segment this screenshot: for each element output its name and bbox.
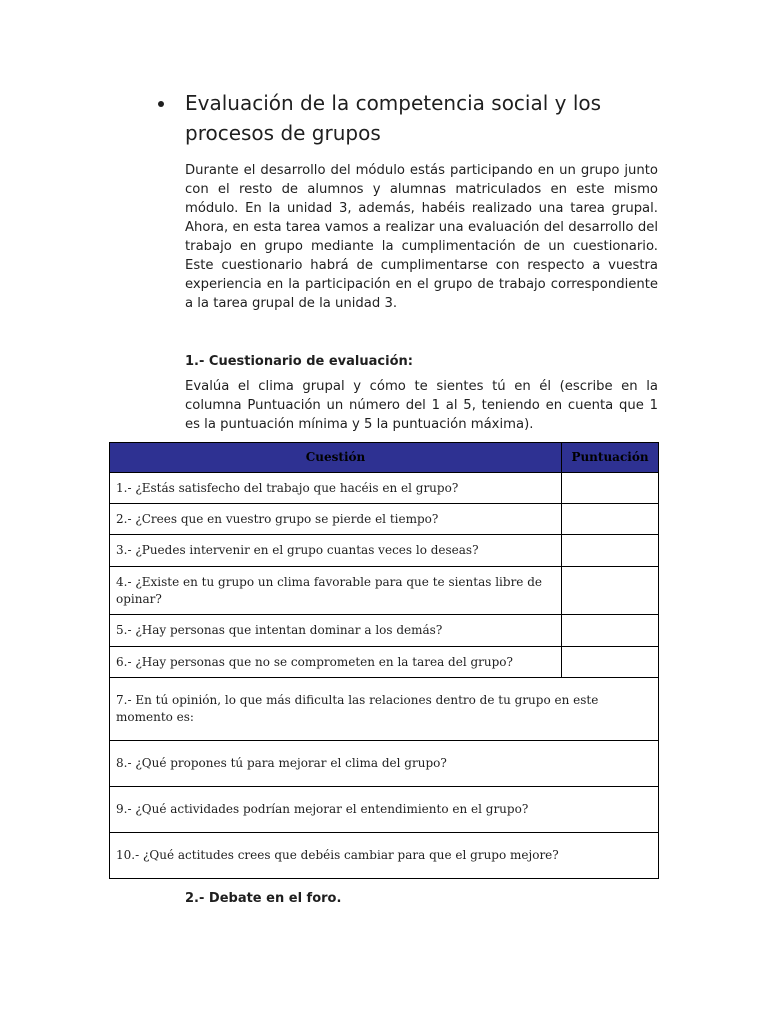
table-row [110, 615, 659, 647]
bullet-point [158, 101, 164, 107]
table-row [110, 678, 659, 741]
question-cell: 5.- ¿Hay personas que intentan dominar a los demás? [110, 615, 562, 647]
score-cell[interactable] [562, 615, 659, 647]
table-row [110, 741, 659, 787]
table-row [110, 473, 659, 504]
score-cell[interactable] [562, 535, 659, 567]
table-row [110, 647, 659, 678]
table-row [110, 787, 659, 833]
table-row [110, 535, 659, 567]
open-question-cell[interactable]: 9.- ¿Qué actividades podrían mejorar el entendimiento en el grupo? [110, 787, 659, 833]
question-cell: 1.- ¿Estás satisfecho del trabajo que hacéis en el grupo? [110, 473, 562, 504]
questionnaire-instructions: Evalúa el clima grupal y cómo te sientes tú en él (escribe en la columna Puntuación un número del 1 al 5, teniendo en cuenta que 1 es la puntuación mínima y 5 la puntuación máxima). [185, 379, 658, 432]
table-row [110, 833, 659, 879]
question-cell: 4.- ¿Existe en tu grupo un clima favorable para que te sientas libre de opinar? [110, 567, 562, 615]
question-cell: 3.- ¿Puedes intervenir en el grupo cuantas veces lo deseas? [110, 535, 562, 567]
header-score: Puntuación [562, 443, 659, 473]
open-question-cell[interactable]: 10.- ¿Qué actitudes crees que debéis cambiar para que el grupo mejore? [110, 833, 659, 879]
score-cell[interactable] [562, 504, 659, 535]
intro-paragraph: Durante el desarrollo del módulo estás participando en un grupo junto con el resto de alumnos y alumnas matriculados en este mismo módulo. En la unidad 3, además, habéis realizado una tarea grupal. Ahora, en esta tarea vamos a realizar una evaluación del desarrollo del trabajo en grupo mediante la cumplimentación de un cuestionario. Este cuestionario habrá de cumplimentarse con respecto a vuestra experiencia en la participación en el grupo de trabajo correspondiente a la tarea grupal de la unidad 3. [185, 163, 658, 311]
score-cell[interactable] [562, 473, 659, 504]
table-header-row [110, 443, 659, 473]
questionnaire-table [109, 442, 659, 879]
table-row [110, 567, 659, 615]
question-cell: 2.- ¿Crees que en vuestro grupo se pierde el tiempo? [110, 504, 562, 535]
section-title: Evaluación de la competencia social y los procesos de grupos [185, 91, 602, 145]
questionnaire-heading: 1.- Cuestionario de evaluación: [185, 354, 413, 369]
score-cell[interactable] [562, 647, 659, 678]
open-question-cell[interactable]: 7.- En tú opinión, lo que más dificulta las relaciones dentro de tu grupo en este momento es: [110, 678, 659, 741]
table-row [110, 504, 659, 535]
open-question-cell[interactable]: 8.- ¿Qué propones tú para mejorar el clima del grupo? [110, 741, 659, 787]
header-question: Cuestión [110, 443, 562, 473]
question-cell: 6.- ¿Hay personas que no se comprometen en la tarea del grupo? [110, 647, 562, 678]
score-cell[interactable] [562, 567, 659, 615]
debate-heading: 2.- Debate en el foro. [185, 891, 342, 906]
